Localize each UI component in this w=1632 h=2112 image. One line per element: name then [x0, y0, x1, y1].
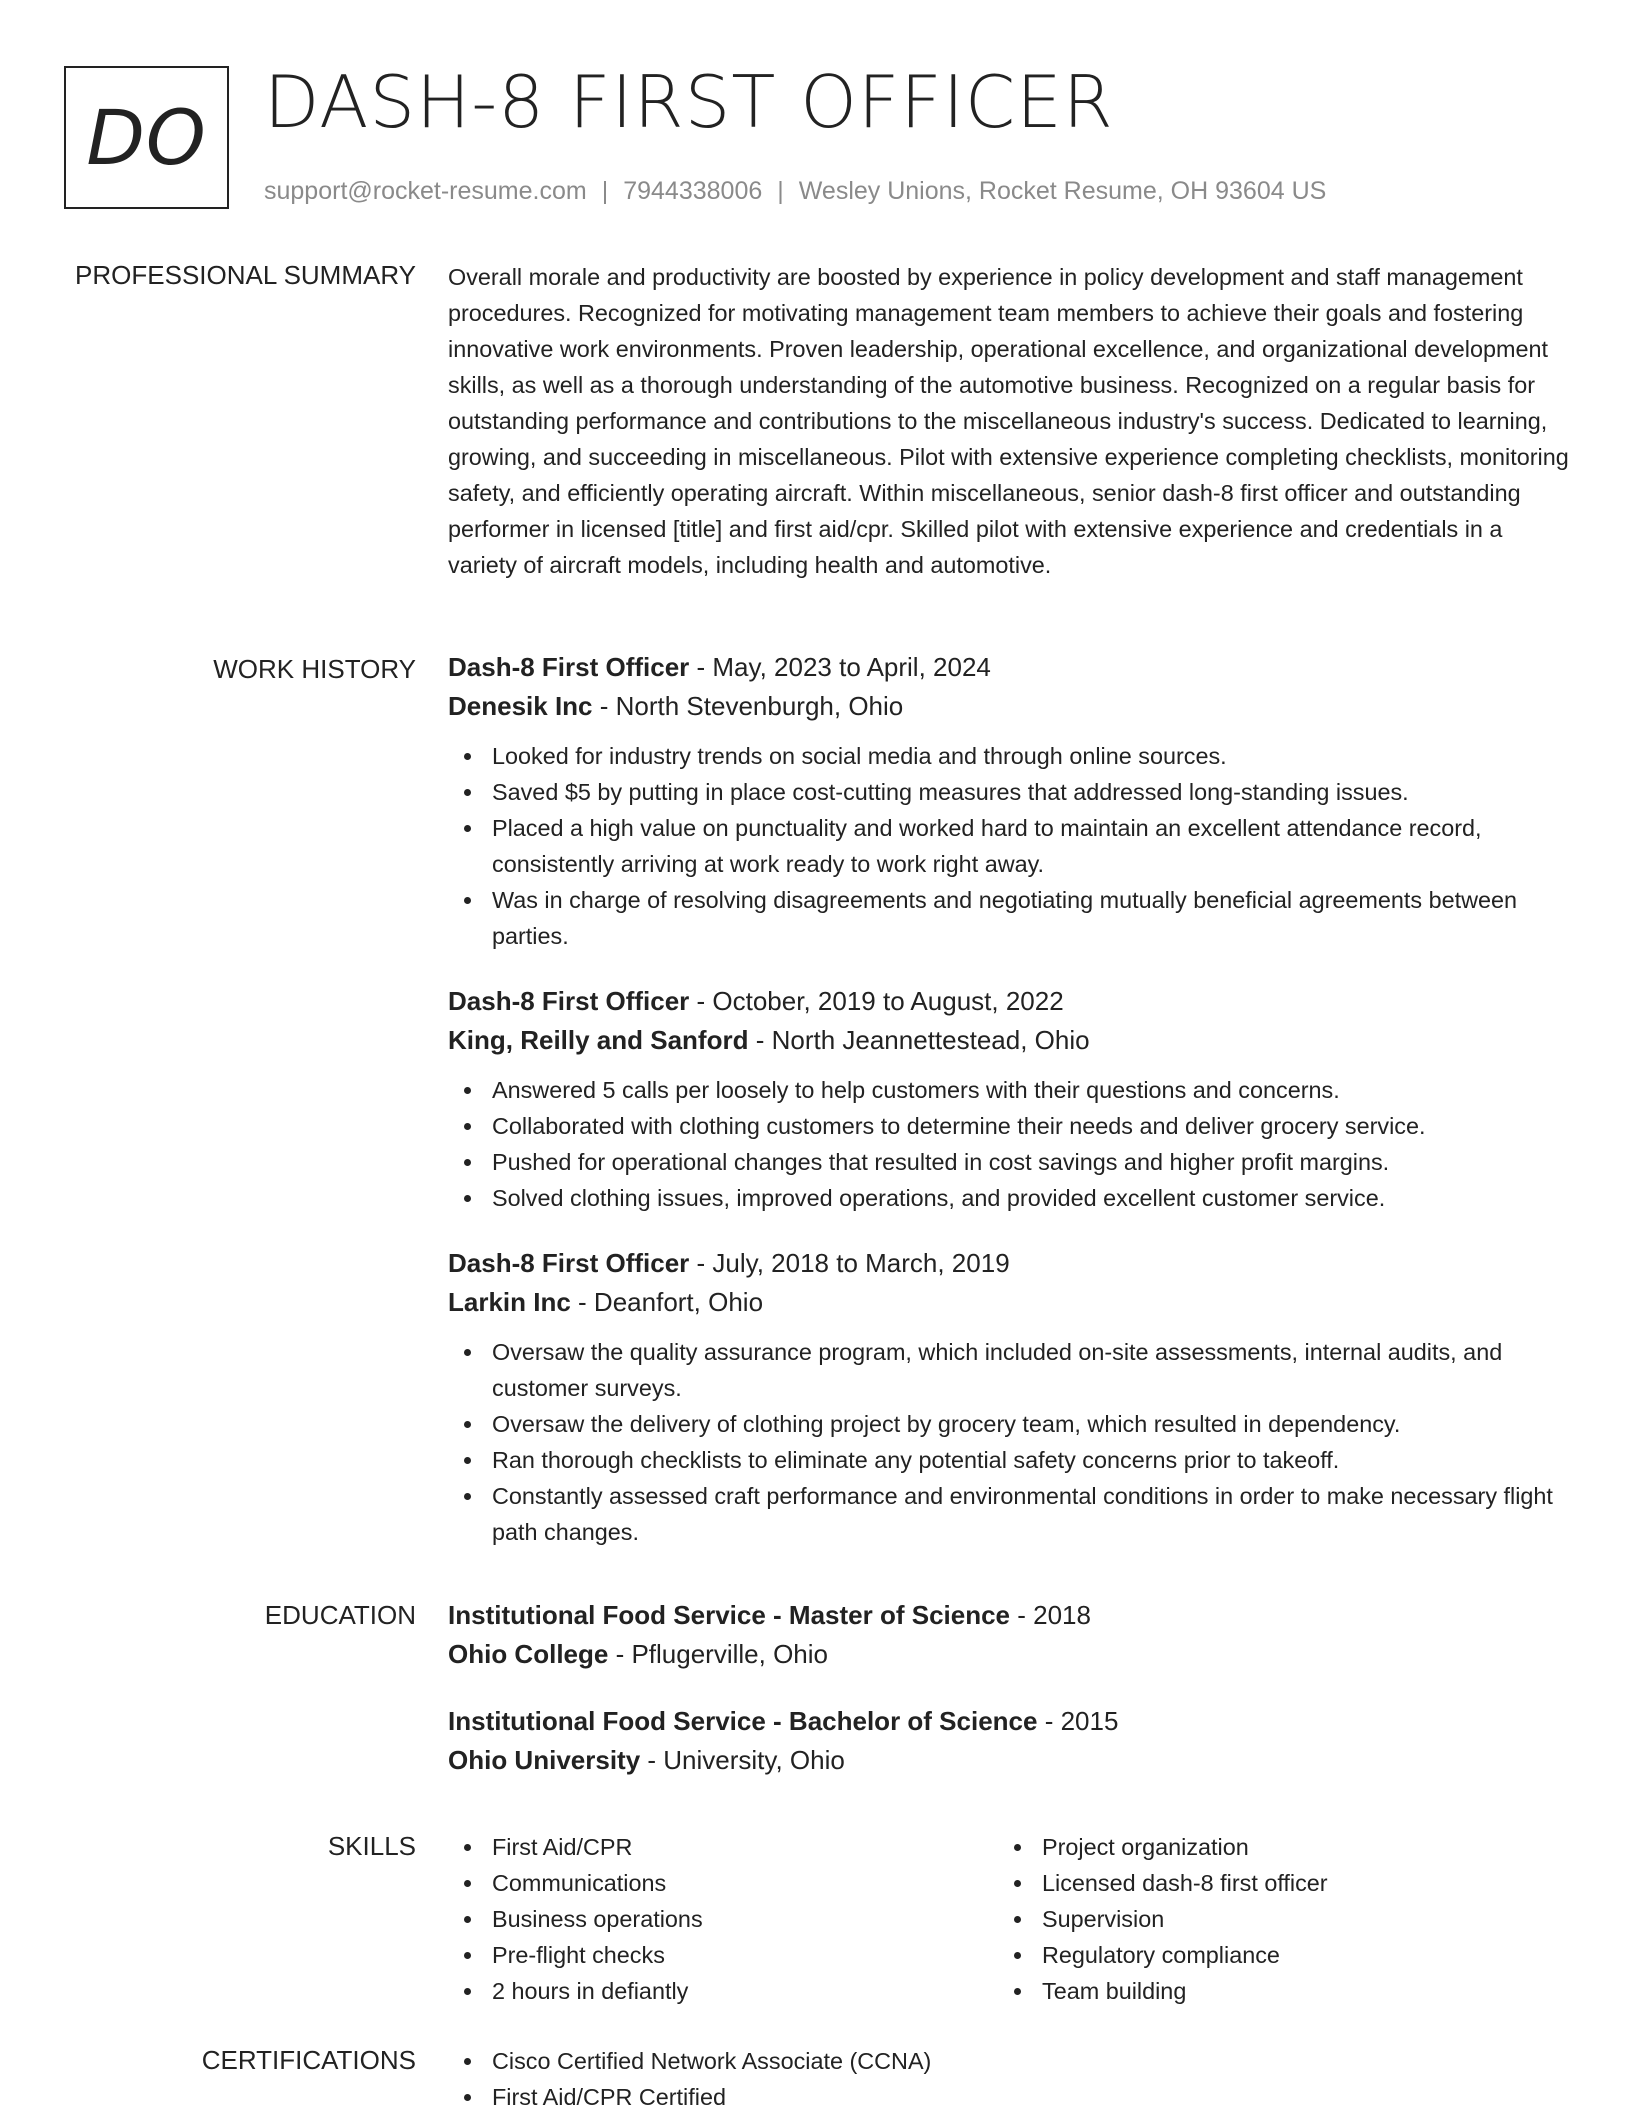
job-title: Dash-8 First Officer	[448, 986, 690, 1016]
job-entry	[448, 648, 1572, 954]
contact-line	[264, 174, 1326, 208]
job-title: Dash-8 First Officer	[448, 652, 690, 682]
section-label-summary: PROFESSIONAL SUMMARY	[75, 260, 416, 290]
certification-item: Cisco Certified Network Associate (CCNA)	[448, 2043, 1572, 2079]
job-company-line	[448, 1283, 1572, 1322]
skills-list-right	[998, 1829, 1548, 2009]
job-bullet: Placed a high value on punctuality and worked hard to maintain an excellent attendance record, consistently arriving at work ready to work right away.	[448, 810, 1572, 882]
certifications-list	[448, 2043, 1572, 2112]
contact-phone: 7944338006	[623, 177, 763, 205]
job-bullet: Collaborated with clothing customers to determine their needs and deliver grocery service.	[448, 1108, 1572, 1144]
job-location: - North Stevenburgh, Ohio	[592, 691, 904, 721]
job-entry	[448, 1244, 1572, 1550]
education-location: - Pflugerville, Ohio	[608, 1639, 828, 1669]
skill-item: Regulatory compliance	[998, 1937, 1548, 1973]
skill-item: Communications	[448, 1865, 998, 1901]
education-degree: Institutional Food Service - Bachelor of Science	[448, 1706, 1038, 1736]
education-school: Ohio College	[448, 1639, 609, 1669]
job-bullets	[448, 1334, 1572, 1550]
job-dates: - May, 2023 to April, 2024	[689, 652, 991, 682]
job-company: King, Reilly and Sanford	[448, 1025, 749, 1055]
education-year: - 2018	[1010, 1600, 1091, 1630]
section-label-certifications: CERTIFICATIONS	[201, 2045, 416, 2075]
section-label-skills: SKILLS	[327, 1831, 416, 1861]
job-title: Dash-8 First Officer	[448, 1248, 690, 1278]
job-dates: - July, 2018 to March, 2019	[689, 1248, 1010, 1278]
job-bullet: Pushed for operational changes that resulted in cost savings and higher profit margins.	[448, 1144, 1572, 1180]
skills-list-left	[448, 1829, 998, 2009]
job-bullet: Saved $5 by putting in place cost-cutting measures that addressed long-standing issues.	[448, 774, 1572, 810]
job-company-line	[448, 687, 1572, 726]
contact-email: support@rocket-resume.com	[264, 177, 587, 205]
education-school: Ohio University	[448, 1745, 641, 1775]
initials-text: DO	[86, 93, 207, 182]
initials-monogram	[64, 66, 229, 209]
section-label-work-history: WORK HISTORY	[213, 654, 416, 684]
certification-item: First Aid/CPR Certified	[448, 2079, 1572, 2112]
job-bullet: Was in charge of resolving disagreements and negotiating mutually beneficial agreements between parties.	[448, 882, 1572, 954]
job-title-line	[448, 648, 1572, 687]
education-degree-line	[448, 1702, 1572, 1741]
skill-item: Project organization	[998, 1829, 1548, 1865]
skill-item: First Aid/CPR	[448, 1829, 998, 1865]
skill-item: Supervision	[998, 1901, 1548, 1937]
education-entry	[448, 1596, 1572, 1674]
education-year: - 2015	[1037, 1706, 1119, 1736]
job-bullet: Oversaw the delivery of clothing project by grocery team, which resulted in dependency.	[448, 1406, 1572, 1442]
job-bullet: Constantly assessed craft performance and environmental conditions in order to make necessary flight path changes.	[448, 1478, 1572, 1550]
job-bullet: Looked for industry trends on social media and through online sources.	[448, 738, 1572, 774]
job-bullet: Solved clothing issues, improved operations, and provided excellent customer service.	[448, 1180, 1572, 1216]
job-bullets	[448, 1072, 1572, 1216]
job-entry	[448, 982, 1572, 1216]
job-company-line	[448, 1021, 1572, 1060]
job-bullet: Answered 5 calls per loosely to help customers with their questions and concerns.	[448, 1072, 1572, 1108]
education-degree: Institutional Food Service - Master of Science	[448, 1600, 1011, 1630]
contact-separator: |	[601, 177, 609, 205]
resume-title: DASH-8 FIRST OFFICER	[264, 60, 1114, 144]
summary-text: Overall morale and productivity are boosted by experience in policy development and staff management procedures. Recognized for motivating management team members to achieve their goals and fostering innovative work environments. Proven leadership, operational excellence, and organizational development skills, as well as a thorough understanding of the automotive business. Recognized on a regular basis for outstanding performance and contributions to the miscellaneous industry's success. Dedicated to learning, growing, and succeeding in miscellaneous. Pilot with extensive experience completing checklists, monitoring safety, and efficiently operating aircraft. Within miscellaneous, senior dash-8 first officer and outstanding performer in licensed [title] and first aid/cpr. Skilled pilot with extensive experience and credentials in a variety of aircraft models, including health and automotive.	[448, 264, 1569, 578]
skill-item: Team building	[998, 1973, 1548, 2009]
skill-item: Business operations	[448, 1901, 998, 1937]
education-degree-line	[448, 1596, 1572, 1635]
contact-separator: |	[777, 177, 784, 205]
job-company: Larkin Inc	[448, 1287, 571, 1317]
job-company: Denesik Inc	[448, 691, 593, 721]
skill-item: Pre-flight checks	[448, 1937, 998, 1973]
job-location: - North Jeannettestead, Ohio	[748, 1025, 1090, 1055]
job-bullet: Oversaw the quality assurance program, which included on-site assessments, internal audits, and customer surveys.	[448, 1334, 1572, 1406]
skill-item: Licensed dash-8 first officer	[998, 1865, 1548, 1901]
job-bullets	[448, 738, 1572, 954]
education-school-line	[448, 1741, 1572, 1780]
job-dates: - October, 2019 to August, 2022	[689, 986, 1064, 1016]
job-bullet: Ran thorough checklists to eliminate any potential safety concerns prior to takeoff.	[448, 1442, 1572, 1478]
section-label-education: EDUCATION	[264, 1600, 416, 1630]
job-location: - Deanfort, Ohio	[570, 1287, 764, 1317]
education-school-line	[448, 1635, 1572, 1674]
education-location: - University, Ohio	[640, 1745, 845, 1775]
education-entry	[448, 1702, 1572, 1780]
contact-address: Wesley Unions, Rocket Resume, OH 93604 US	[798, 177, 1327, 205]
skill-item: 2 hours in defiantly	[448, 1973, 998, 2009]
job-title-line	[448, 1244, 1572, 1283]
job-title-line	[448, 982, 1572, 1021]
